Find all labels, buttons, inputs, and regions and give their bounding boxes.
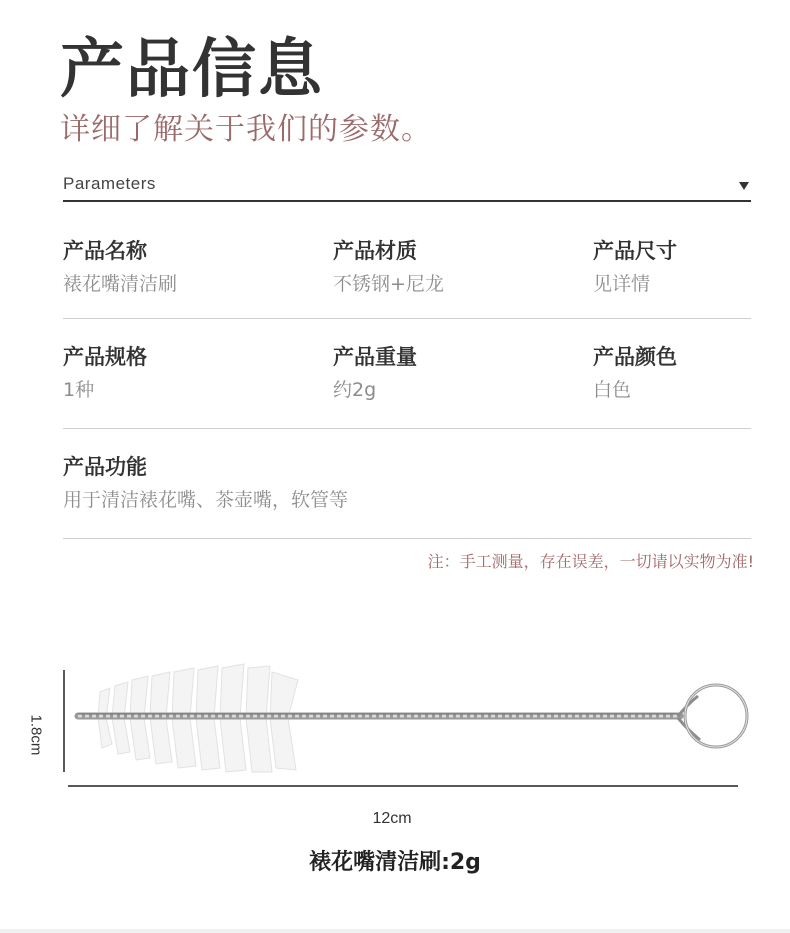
param-material [333,236,444,299]
brush-loop-handle [678,685,747,747]
parameters-label: Parameters [63,174,156,193]
param-row [63,236,751,319]
bottom-divider [0,929,790,933]
param-value: 用于清洁裱花嘴、茶壶嘴，软管等 [63,489,349,511]
param-weight [333,342,417,405]
measurement-note: 注：手工测量，存在误差，一切请以实物为准! [427,552,754,571]
param-label: 产品重量 [333,345,417,369]
param-label: 产品尺寸 [593,239,677,263]
brush-shaft [78,714,680,716]
height-dimension-label: 1.8cm [27,714,45,756]
param-label: 产品功能 [63,455,147,479]
param-label: 产品名称 [63,239,147,263]
param-color [593,342,677,405]
param-row [63,342,751,429]
param-size [593,236,677,299]
param-value: 约2g [333,379,377,401]
triangle-down-icon [739,182,749,190]
param-row [63,452,751,539]
page-title: 产品信息 [60,33,324,107]
param-value: 白色 [593,379,632,401]
product-caption: 裱花嘴清洁刷:2g [309,850,481,875]
param-value: 裱花嘴清洁刷 [63,273,178,295]
param-spec [63,342,147,405]
length-dimension-label: 12cm [372,810,412,827]
param-label: 产品颜色 [593,345,677,369]
param-value: 见详情 [593,273,651,295]
brush-diagram [0,600,790,840]
param-name [63,236,177,299]
param-function [63,452,348,515]
param-label: 产品材质 [333,239,417,263]
param-value: 1种 [63,379,95,401]
param-label: 产品规格 [63,345,147,369]
page-subtitle: 详细了解关于我们的参数。 [60,112,432,147]
param-value: 不锈钢+尼龙 [333,273,444,295]
parameters-header[interactable] [63,172,751,202]
